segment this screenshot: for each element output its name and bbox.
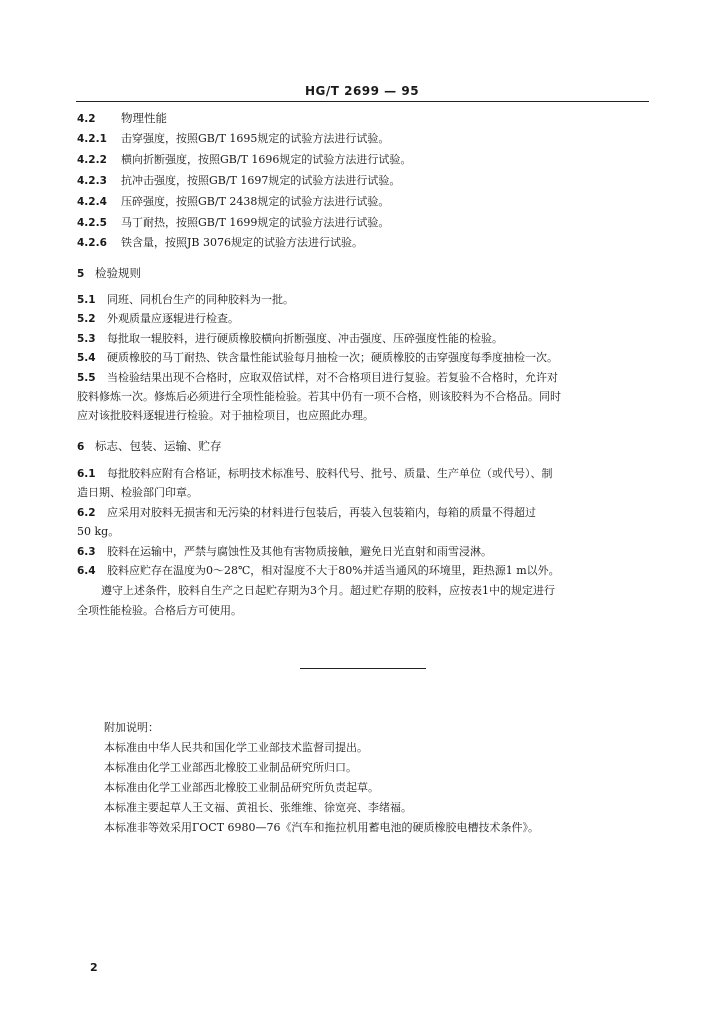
page-number: 2	[90, 961, 98, 974]
clause-text: 胶料在运输中，严禁与腐蚀性及其他有害物质接触，避免日光直射和雨雪浸淋。	[107, 545, 492, 558]
clause-4-2-5	[77, 216, 389, 230]
clause-5-4	[77, 351, 558, 365]
paragraph-storage-conditions: 遵守上述条件，胶料自生产之日起贮存期为3个月。超过贮存期的胶料，应按表1中的规定进行	[101, 584, 555, 597]
clause-4-2-6	[77, 236, 363, 250]
clause-number: 4.2.5	[77, 217, 107, 229]
clause-text: 马丁耐热，按照GB/T 1699规定的试验方法进行试验。	[121, 216, 390, 229]
header-rule	[76, 101, 649, 102]
section-title: 标志、包装、运输、贮存	[95, 439, 222, 453]
paragraph-storage-conditions-continued: 全项性能检验。合格后方可使用。	[77, 604, 242, 617]
clause-6-2-continued: 50 kg。	[77, 525, 120, 538]
note-line: 本标准由化学工业部西北橡胶工业制品研究所负责起草。	[104, 781, 379, 794]
clause-number: 5.5	[77, 372, 96, 384]
note-line: 本标准由化学工业部西北橡胶工业制品研究所归口。	[104, 761, 357, 774]
clause-number: 5.1	[77, 294, 96, 306]
clause-number: 6.2	[77, 507, 96, 519]
section-5-heading	[77, 266, 141, 281]
clause-4-2-4	[77, 195, 389, 209]
clause-number: 4.2.1	[77, 133, 107, 145]
clause-number: 4.2.4	[77, 196, 107, 208]
clause-text: 抗冲击强度，按照GB/T 1697规定的试验方法进行试验。	[121, 174, 401, 187]
clause-number: 4.2.6	[77, 237, 107, 249]
section-number: 4.2	[77, 113, 96, 125]
clause-number: 5.2	[77, 313, 96, 325]
standard-code-header: HG/T 2699 — 95	[304, 84, 420, 98]
clause-number: 6.1	[77, 468, 96, 480]
note-line: 本标准由中华人民共和国化学工业部技术监督司提出。	[104, 741, 368, 754]
clause-4-2-2	[77, 153, 411, 167]
clause-number: 6.3	[77, 546, 96, 558]
clause-text: 横向折断强度，按照GB/T 1696规定的试验方法进行试验。	[121, 153, 412, 166]
section-title: 检验规则	[95, 266, 141, 280]
clause-6-1-continued: 造日期、检验部门印章。	[77, 486, 198, 499]
section-number: 6	[77, 441, 85, 453]
clause-6-4	[77, 564, 560, 578]
clause-4-2-1	[77, 132, 389, 146]
clause-6-2	[77, 506, 536, 520]
notes-title: 附加说明：	[104, 721, 159, 734]
clause-text: 当检验结果出现不合格时，应取双倍试样，对不合格项目进行复验。若复验不合格时，允许对	[107, 371, 558, 384]
clause-number: 4.2.3	[77, 175, 107, 187]
clause-number: 5.4	[77, 352, 96, 364]
clause-5-1	[77, 293, 294, 307]
section-6-heading	[77, 439, 222, 454]
clause-6-3	[77, 545, 492, 559]
clause-text: 外观质量应逐辊进行检查。	[107, 312, 239, 325]
clause-number: 6.4	[77, 565, 96, 577]
clause-text: 每批胶料应附有合格证，标明技术标准号、胶料代号、批号、质量、生产单位（或代号）、制	[107, 467, 553, 480]
clause-number: 5.3	[77, 333, 96, 345]
clause-text: 压碎强度，按照GB/T 2438规定的试验方法进行试验。	[121, 195, 390, 208]
end-of-text-rule	[300, 668, 426, 669]
clause-text: 铁含量，按照JB 3076规定的试验方法进行试验。	[121, 236, 363, 249]
clause-4-2-3	[77, 174, 400, 188]
clause-5-2	[77, 312, 239, 326]
clause-text: 硬质橡胶的马丁耐热、铁含量性能试验每月抽检一次；硬质橡胶的击穿强度每季度抽检一次。	[107, 351, 558, 364]
clause-number: 4.2.2	[77, 154, 107, 166]
clause-text: 应采用对胶料无损害和无污染的材料进行包装后，再装入包装箱内，每箱的质量不得超过	[107, 506, 536, 519]
clause-text: 每批取一辊胶料，进行硬质橡胶横向折断强度、冲击强度、压碎强度性能的检验。	[107, 332, 503, 345]
note-line: 本标准主要起草人王文福、黄祖长、张维维、徐宽亮、李绪福。	[104, 801, 412, 814]
clause-text: 同班、同机台生产的同种胶料为一批。	[107, 293, 294, 306]
section-title: 物理性能	[121, 111, 167, 125]
clause-5-5-continued: 胶料修炼一次。修炼后必须进行全项性能检验。若其中仍有一项不合格，则该胶料为不合格品。同时	[77, 390, 561, 403]
clause-5-5	[77, 371, 558, 385]
clause-text: 胶料应贮存在温度为0～28℃，相对湿度不大于80%并适当通风的环境里，距热源1 m以外。	[107, 564, 560, 577]
clause-text: 击穿强度，按照GB/T 1695规定的试验方法进行试验。	[121, 132, 390, 145]
note-line: 本标准非等效采用ГОСТ 6980—76《汽车和拖拉机用蓄电池的硬质橡胶电槽技术条件》。	[104, 821, 540, 834]
section-4-2-heading	[77, 111, 167, 126]
clause-5-5-continued: 应对该批胶料逐辊进行检验。对于抽检项目，也应照此办理。	[77, 409, 374, 422]
clause-5-3	[77, 332, 503, 346]
section-number: 5	[77, 268, 85, 280]
clause-6-1	[77, 467, 553, 481]
